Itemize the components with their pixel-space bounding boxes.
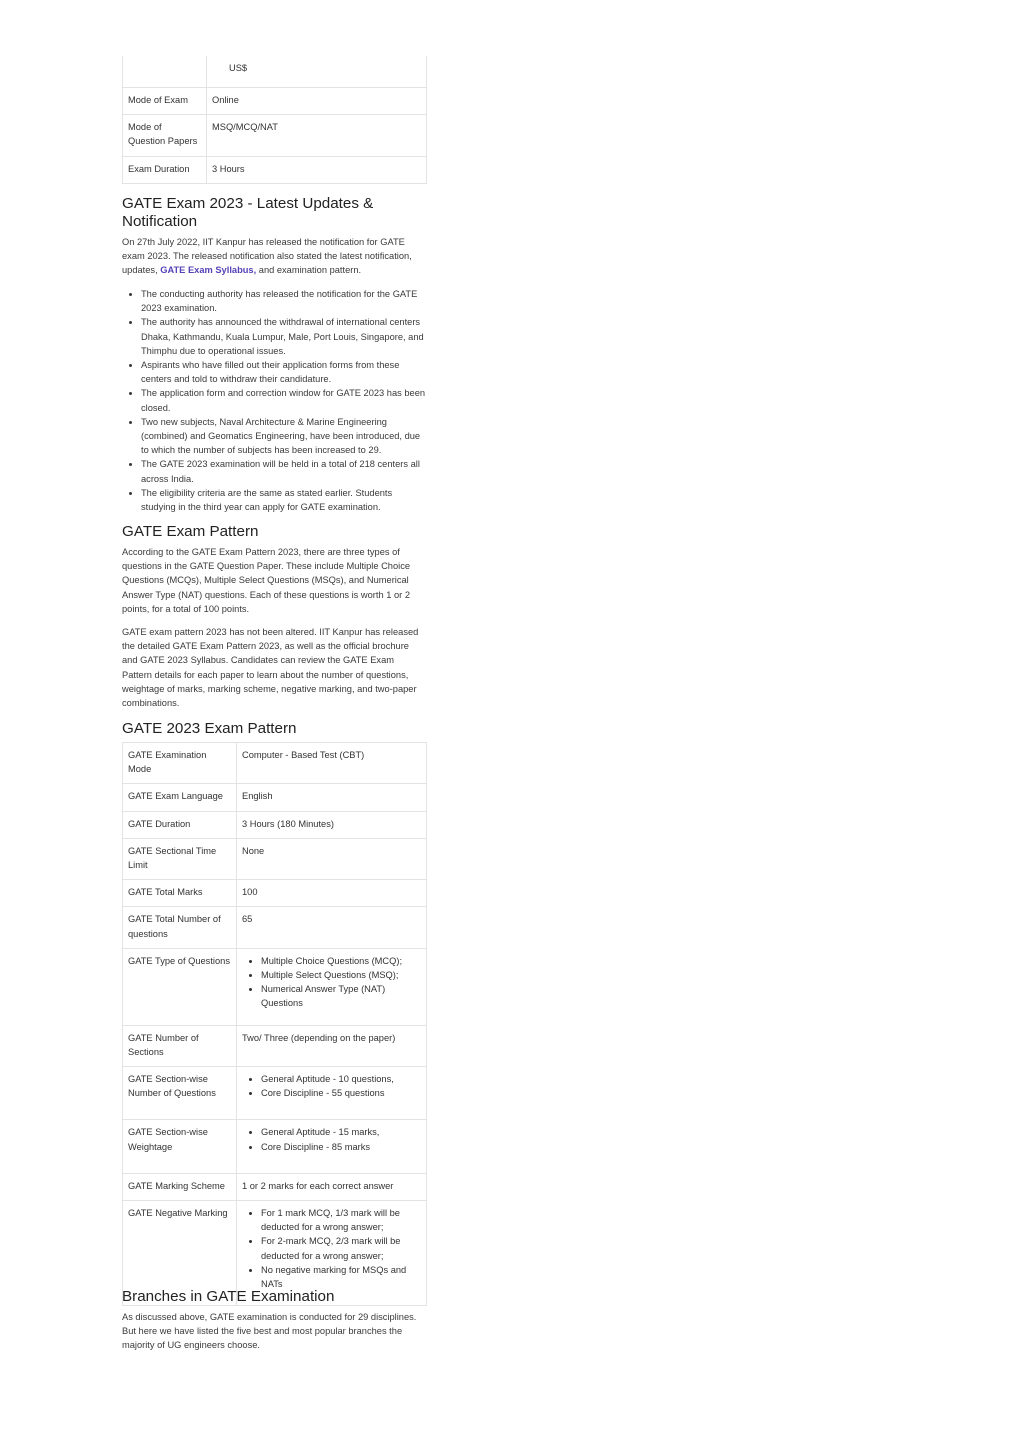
updates-heading: GATE Exam 2023 - Latest Updates & Notification [122, 195, 374, 230]
table-cell-label: GATE Number of Sections [123, 1025, 237, 1066]
table-cell-label: Mode of Question Papers [123, 115, 207, 156]
list-item: • The authority has announced the withdrawal of international centers Dhaka, Kathmandu, Kuala Lumpur, Male, Port Louis, Singapore, and Thimphu due to operational issues. [141, 315, 426, 358]
updates-intro: On 27th July 2022, IIT Kanpur has released the notification for GATE exam 2023. The released notification also stated the latest notification, updates, GATE Exam Syllabus, and examination pattern. [122, 237, 412, 276]
table-cell-value: Two/ Three (depending on the paper) [237, 1025, 427, 1066]
list-item: • The conducting authority has released the notification for the GATE 2023 examination. [141, 287, 426, 315]
table-cell-label: GATE Exam Language [123, 784, 237, 811]
table-cell-value: 3 Hours (180 Minutes) [237, 811, 427, 838]
branches-heading: Branches in GATE Examination [122, 1288, 335, 1305]
exam-summary-table [122, 56, 427, 184]
exam-pattern-table [122, 742, 427, 1306]
table-row [123, 1025, 427, 1066]
table-row [123, 907, 427, 948]
table-row [123, 156, 427, 183]
list-item: • Core Discipline - 55 questions [261, 1086, 421, 1100]
table-cell-label: Mode of Exam [123, 88, 207, 115]
list-item: • The application form and correction window for GATE 2023 has been closed. [141, 386, 426, 414]
table-row [123, 88, 427, 115]
pattern-heading: GATE Exam Pattern [122, 523, 259, 540]
table-cell-value: 100 [237, 880, 427, 907]
table-cell-value: 65 [237, 907, 427, 948]
table-cell-value: US$ [207, 56, 427, 88]
table-row [123, 948, 427, 1025]
list-item: • Multiple Choice Questions (MCQ); [261, 954, 421, 968]
table-cell-value: None [237, 838, 427, 879]
table-cell-value: English [237, 784, 427, 811]
table-cell-value: Online [207, 88, 427, 115]
table-cell-label: GATE Sectional Time Limit [123, 838, 237, 879]
list-item: • Multiple Select Questions (MSQ); [261, 968, 421, 982]
table-cell-label: GATE Total Number of questions [123, 907, 237, 948]
section-weightage-list [242, 1125, 421, 1153]
list-item: • Core Discipline - 85 marks [261, 1140, 421, 1154]
table-cell-label: GATE Examination Mode [123, 743, 237, 784]
list-item: • For 1 mark MCQ, 1/3 mark will be deducted for a wrong answer; [261, 1206, 421, 1234]
list-item: • No negative marking for MSQs and NATs [261, 1263, 421, 1291]
table-row [123, 1120, 427, 1173]
table-cell-label: GATE Duration [123, 811, 237, 838]
table-row [123, 811, 427, 838]
table-row [123, 838, 427, 879]
pattern-paragraph-2: GATE exam pattern 2023 has not been altered. IIT Kanpur has released the detailed GATE Exam Pattern 2023, as well as the official brochure and GATE 2023 Syllabus. Candidates can review the GATE Exam Pattern details for each paper to learn about the number of questions, weightage of marks, marking scheme, negative marking, and two-paper combinations. [122, 627, 419, 709]
table-cell-label: GATE Section-wise Number of Questions [123, 1067, 237, 1120]
negative-marking-list [242, 1206, 421, 1291]
syllabus-link[interactable]: GATE Exam Syllabus, [160, 265, 257, 276]
table-cell-label: Exam Duration [123, 156, 207, 183]
table-row [123, 743, 427, 784]
table-cell-value [237, 1120, 427, 1173]
table-cell-value [237, 1067, 427, 1120]
table-cell-label: GATE Total Marks [123, 880, 237, 907]
table-cell-value [237, 948, 427, 1025]
table-cell-value: 3 Hours [207, 156, 427, 183]
list-item: • The GATE 2023 examination will be held in a total of 218 centers all across India. [141, 457, 426, 485]
branches-paragraph: As discussed above, GATE examination is conducted for 29 disciplines. But here we have listed the five best and most popular branches the majority of UG engineers choose. [122, 1312, 417, 1351]
table-cell-value: 1 or 2 marks for each correct answer [237, 1173, 427, 1200]
list-item: • Numerical Answer Type (NAT) Questions [261, 982, 421, 1010]
list-item: • General Aptitude - 15 marks, [261, 1125, 421, 1139]
table-row [123, 784, 427, 811]
list-item: • General Aptitude - 10 questions, [261, 1072, 421, 1086]
table-cell-value: MSQ/MCQ/NAT [207, 115, 427, 156]
table-row [123, 880, 427, 907]
table-row [123, 115, 427, 156]
pattern-paragraph-1: According to the GATE Exam Pattern 2023, there are three types of questions in the GATE Question Paper. These include Multiple Choice Questions (MCQs), Multiple Select Questions (MSQs), and Numerical Answer Type (NAT) questions. Each of these questions is worth 1 or 2 points, for a total of 100 points. [122, 547, 411, 614]
question-types-list [242, 954, 421, 1011]
list-item: • For 2-mark MCQ, 2/3 mark will be deducted for a wrong answer; [261, 1234, 421, 1262]
table-cell-value: Computer - Based Test (CBT) [237, 743, 427, 784]
list-item: • Two new subjects, Naval Architecture & Marine Engineering (combined) and Geomatics Engineering, have been introduced, due to which the number of subjects has been increased to 29. [141, 415, 426, 458]
table-row [123, 1067, 427, 1120]
pattern-table-heading: GATE 2023 Exam Pattern [122, 720, 297, 737]
section-questions-list [242, 1072, 421, 1100]
table-row [123, 56, 427, 88]
list-item: • The eligibility criteria are the same as stated earlier. Students studying in the third year can apply for GATE examination. [141, 486, 426, 514]
updates-list [122, 287, 426, 514]
table-row [123, 1173, 427, 1200]
table-cell-label: GATE Section-wise Weightage [123, 1120, 237, 1173]
table-cell-label: GATE Marking Scheme [123, 1173, 237, 1200]
list-item: • Aspirants who have filled out their application forms from these centers and told to withdraw their candidature. [141, 358, 426, 386]
table-cell-label: GATE Type of Questions [123, 948, 237, 1025]
table-cell-label: GATE Negative Marking [123, 1201, 237, 1306]
